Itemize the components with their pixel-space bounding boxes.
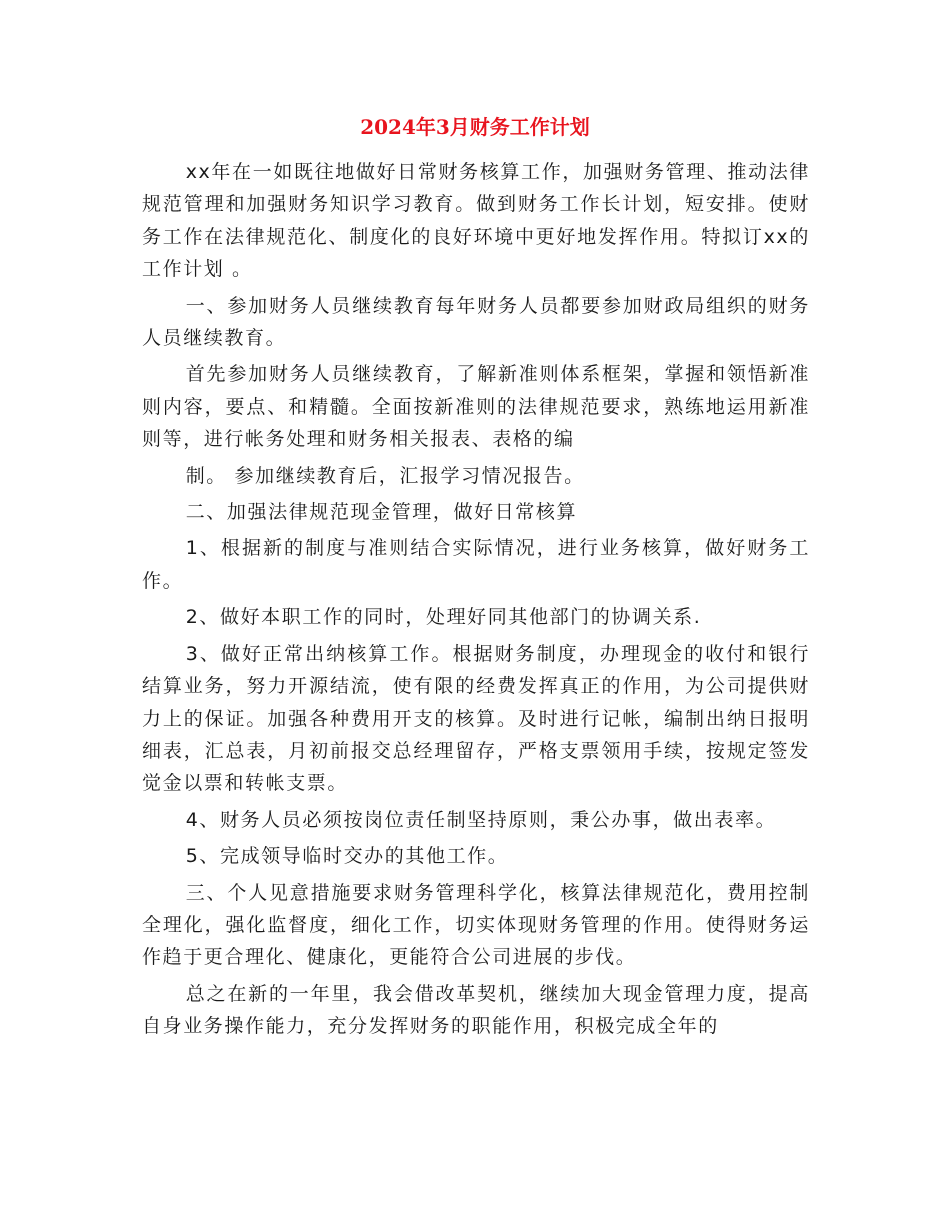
paragraph: 一、参加财务人员继续教育每年财务人员都要参加财政局组织的财务人员继续教育。 — [142, 294, 810, 350]
paragraph: 三、个人见意措施要求财务管理科学化，核算法律规范化，费用控制全理化，强化监督度，细化工作，切实体现财务管理的作用。使得财务运作趋于更合理化、健康化，更能符合公司进展的步伐。 — [142, 881, 810, 969]
paragraph: 首先参加财务人员继续教育，了解新准则体系框架，掌握和领悟新准则内容，要点、和精髓。全面按新准则的法律规范要求，熟练地运用新准则等，进行帐务处理和财务相关报表、表格的编 — [142, 363, 810, 451]
paragraph: 1、根据新的制度与准则结合实际情况，进行业务核算，做好财务工作。 — [142, 537, 810, 592]
paragraph: 2、做好本职工作的同时，处理好同其他部门的协调关系. — [185, 606, 702, 629]
paragraph: xx年在一如既往地做好日常财务核算工作，加强财务管理、推动法律规范管理和加强财务知识学习教育。做到财务工作长计划，短安排。使财务工作在法律规范化、制度化的良好环境中更好地发挥作用。特拟订xx的工作计划 。 — [142, 161, 810, 281]
document-body — [142, 156, 810, 1047]
paragraph: 4、财务人员必须按岗位责任制坚持原则，秉公办事，做出表率。 — [185, 808, 777, 831]
paragraph: 3、做好正常出纳核算工作。根据财务制度，办理现金的收付和银行结算业务，努力开源结流，使有限的经费发挥真正的作用，为公司提供财力上的保证。加强各种费用开支的核算。及时进行记帐，编制出纳日报明细表，汇总表，月初前报交总经理留存，严格支票领用手续，按规定签发觉金以票和转帐支票。 — [142, 642, 810, 795]
paragraph: 制。 参加继续教育后，汇报学习情况报告。 — [185, 464, 585, 487]
paragraph: 5、完成领导临时交办的其他工作。 — [185, 845, 509, 868]
document-title: 2024年3月财务工作计划 — [360, 115, 590, 139]
paragraph: 总之在新的一年里，我会借改革契机，继续加大现金管理力度，提高自身业务操作能力，充分发挥财务的职能作用，积极完成全年的 — [142, 982, 810, 1038]
section-heading: 二、加强法律规范现金管理，做好日常核算 — [185, 501, 578, 524]
